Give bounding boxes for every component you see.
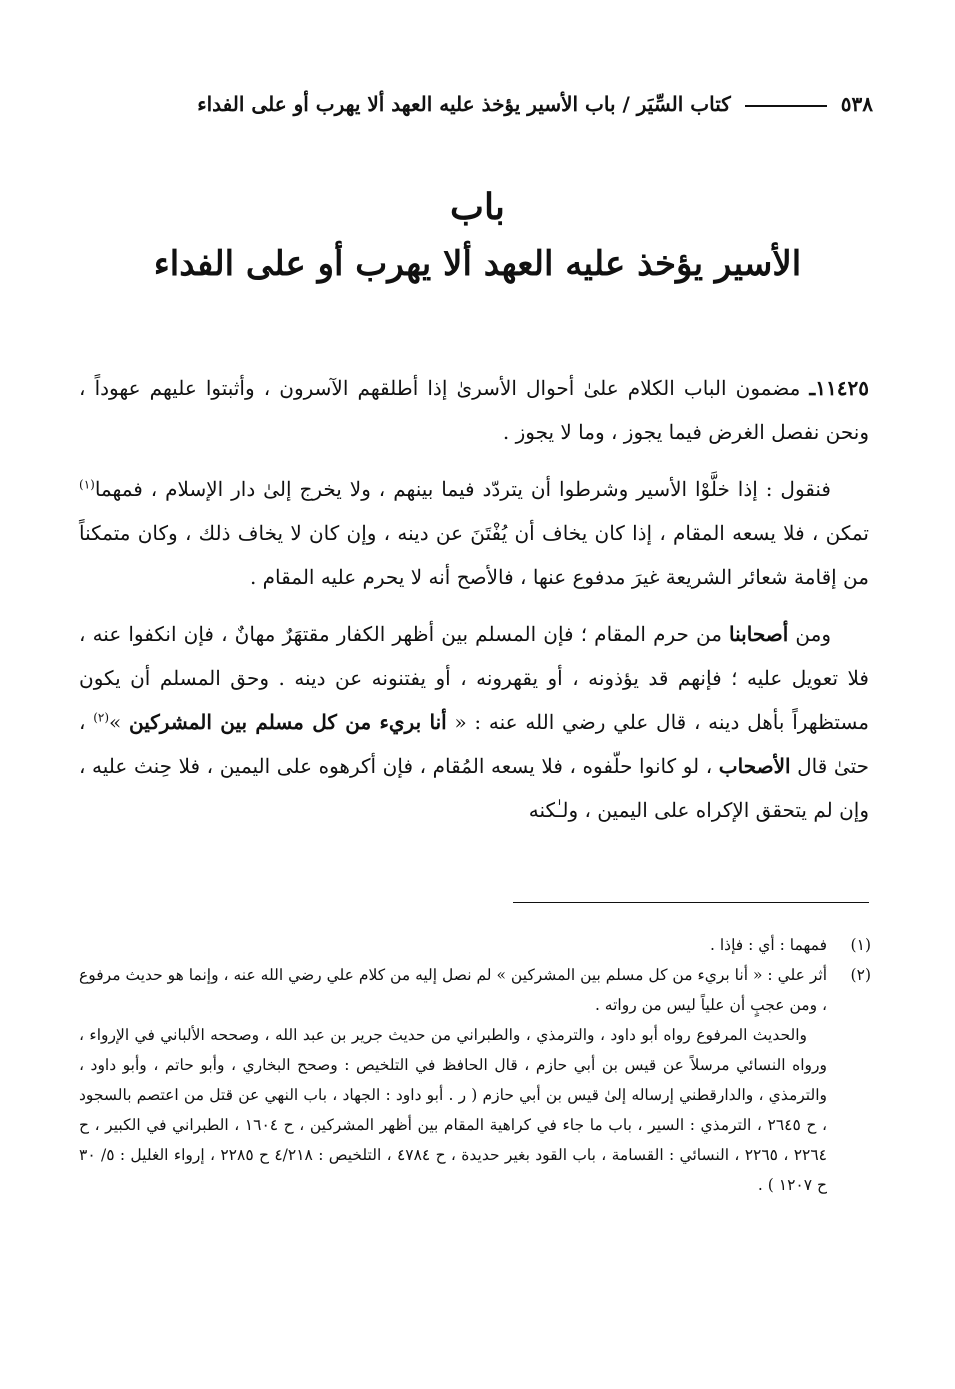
header-rule <box>745 105 827 107</box>
footnote-number: (٢) <box>850 966 871 984</box>
paragraph-1 <box>79 366 869 454</box>
paragraph-number: ١١٤٢٥ـ <box>809 376 869 400</box>
bold-term-ashabuna: أصحابنا <box>729 622 789 646</box>
footnote-2 <box>79 960 871 1200</box>
running-title: كتاب السِّيَر / باب الأسير يؤخذ عليه العهد ألا يهرب أو على الفداء <box>197 92 731 116</box>
footnote-ref-2[interactable]: (٢) <box>93 710 110 725</box>
quote-ali: أنا بريء من كل مسلم بين المشركين <box>129 710 447 734</box>
paragraph-3-text-e: ، لو كانوا حلّفوه ، فلا يسعه المُقام ، فإن أكرهوه على اليمين ، فلا حِنث عليه ، وإن لم يتحقق الإكراه على اليمين ، ولـٰكنه <box>79 754 869 822</box>
bold-term-ashab: الأصحاب <box>718 754 791 778</box>
running-header <box>83 84 873 124</box>
chapter-label: باب <box>450 186 505 228</box>
paragraph-2 <box>79 467 869 599</box>
paragraph-3-text-b: من حرم المقام ؛ فإن المسلم بين أظهر الكفار مقتهَرٌ مهانٌ ، فإن انكفوا عنه ، فلا تعويل عليه ؛ فإنهم قد يؤذونه ، أو يقهرونه ، أو يفتنونه عن دينه . وحق المسلم أن يكون مستظهراً بأهل دينه ، قال علي رضي الله عنه : « <box>79 622 870 734</box>
paragraph-1-text: مضمون الباب الكلام علىٰ أحوال الأسرىٰ إذا أطلقهم الآسرون ، وأثبتوا عليهم عهوداً ، ونحن نفصل الغرض فيما يجوز ، وما لا يجوز . <box>79 376 869 444</box>
footnote-1 <box>79 930 871 960</box>
footnote-text: أثر علي : « أنا بريء من كل مسلم بين المشركين » لم نصل إليه من كلام علي رضي الله عنه ، وإنما هو حديث مرفوع ، ومن عجبٍ أن علياً ليس من رواته . <box>79 966 827 1014</box>
footnotes <box>79 930 871 1200</box>
paragraph-3-text-d: ، حتىٰ قال <box>79 710 869 778</box>
footnote-separator <box>513 902 869 903</box>
footnote-number: (١) <box>850 936 871 954</box>
paragraph-2-text-a: فنقول : إذا خلَّوْا الأسير وشرطوا أن يتردّد فيما بينهم ، ولا يخرج إلىٰ دار الإسلام ، فمهما <box>94 477 831 501</box>
paragraph-3 <box>79 612 869 832</box>
footnote-text: فمهما : أي : فإذا . <box>710 936 827 954</box>
paragraph-3-text-a: ومن <box>788 622 832 646</box>
footnote-text-continued: والحديث المرفوع رواه أبو داود ، والترمذي ، والطبراني من حديث جرير بن عبد الله ، وصححه الألباني في الإرواء ، ورواه النسائي مرسلاً عن قيس بن أبي حازم ، قال الحافظ في التلخيص : وصحح البخاري ، وأبو حاتم ، وأبو داود ، والترمذي ، والدارقطني إرساله إلىٰ قيس بن أبي حازم ( ر . أبو داود : الجهاد ، باب النهي عن قتل من اعتصم بالسجود ، ح ٢٦٤٥ ، الترمذي : السير ، باب ما جاء في كراهية المقام بين أظهر المشركين ، ح ١٦٠٤ ، الطبراني في الكبير ، ح ٢٢٦٤ ، ٢٢٦٥ ، النسائي : القسامة ، باب القود بغير حديدة ، ح ٤٧٨٤ ، التلخيص : ٤/٢١٨ ح ٢٢٨٥ ، إرواء الغليل : ٥/ ٣٠ ح ١٢٠٧ ) . <box>79 1026 827 1194</box>
paragraph-3-text-c: » <box>109 710 130 734</box>
footnote-ref-1[interactable]: (١) <box>79 477 95 492</box>
page-number: ٥٣٨ <box>840 92 873 116</box>
chapter-title: الأسير يؤخذ عليه العهد ألا يهرب أو على الفداء <box>153 244 802 284</box>
paragraph-2-text-b: تمكن ، فلا يسعه المقام ، إذا كان يخاف أن يُفْتَنَ عن دينه ، وإن كان لا يخاف ذلك ، وكان متمكناً من إقامة شعائر الشريعة غيرَ مدفوع عنها ، فالأصح أنه لا يحرم عليه المقام . <box>79 521 869 589</box>
body-text <box>79 366 869 845</box>
